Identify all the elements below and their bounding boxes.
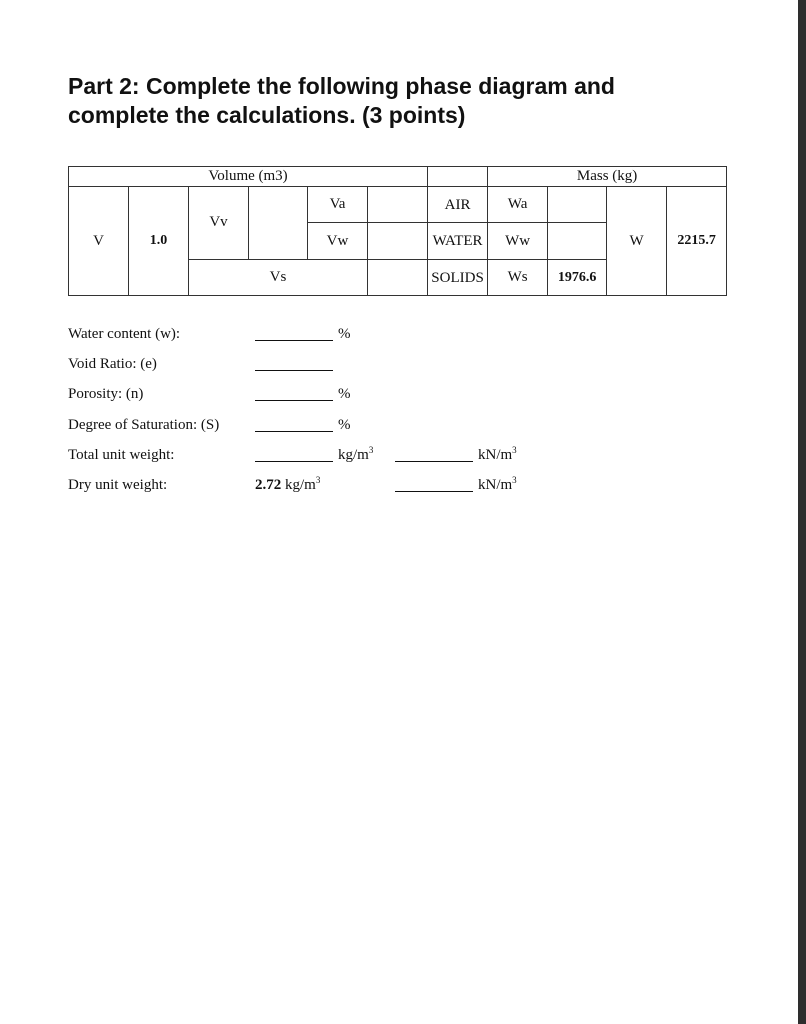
vv-label: Vv [189,187,249,260]
dry-unit-weight-label: Dry unit weight: [68,476,168,493]
total-unit-weight-kn-unit: $kN/m^3$ [478,444,517,463]
wa-label: Wa [488,187,548,223]
dry-unit-weight-kn-unit: $kN/m^3$ [478,474,517,493]
void-ratio-blank[interactable] [255,370,333,371]
porosity-label: Porosity: (n) [68,386,144,403]
solids-label: SOLIDS [428,260,488,296]
vv-input-cell[interactable] [249,187,308,260]
porosity-unit: % [338,386,351,403]
ws-label: Ws [488,260,548,296]
vs-label: Vs [189,260,368,296]
water-content-label: Water content (w): [68,326,181,342]
saturation-blank[interactable] [255,431,333,432]
saturation-label: Degree of Saturation: (S) [68,416,220,433]
w-label: W [607,187,667,296]
phase-header-blank [428,167,488,187]
total-unit-weight-label: Total unit weight: [68,446,175,463]
vw-label: Vw [308,223,368,260]
w-value: 2215.7 [667,187,727,296]
volume-header: Volume (m3) [69,167,428,187]
total-unit-weight-kg-unit: $kg/m^3$ [338,444,374,463]
dry-unit-weight-kn-blank[interactable] [395,491,473,492]
saturation-unit: % [338,416,351,433]
vs-input-cell[interactable] [368,260,428,296]
dry-unit-weight-value: 2.72 [255,476,282,493]
air-label: AIR [428,187,488,223]
ww-label: Ww [488,223,548,260]
page-title: Part 2: Complete the following phase diagram and complete the calculations. (3 points) [68,73,615,128]
ws-value: 1976.6 [548,260,607,296]
dry-unit-weight-given: 2.72 $kg/m^3$ [255,474,321,493]
scrollbar[interactable] [798,0,806,1024]
vw-input-cell[interactable] [368,223,428,260]
water-content-unit: % [338,326,351,342]
total-unit-weight-kg-blank[interactable] [255,461,333,462]
wa-input-cell[interactable] [548,187,607,223]
total-unit-weight-kn-blank[interactable] [395,461,473,462]
va-label: Va [308,187,368,223]
water-label: WATER [428,223,488,260]
v-label: V [69,187,129,296]
void-ratio-label: Void Ratio: (e) [68,356,157,373]
va-input-cell[interactable] [368,187,428,223]
porosity-blank[interactable] [255,400,333,401]
mass-header: Mass (kg) [488,167,727,187]
v-value: 1.0 [129,187,189,296]
phase-diagram-table [68,166,727,296]
ww-input-cell[interactable] [548,223,607,260]
water-content-blank[interactable] [255,340,333,341]
